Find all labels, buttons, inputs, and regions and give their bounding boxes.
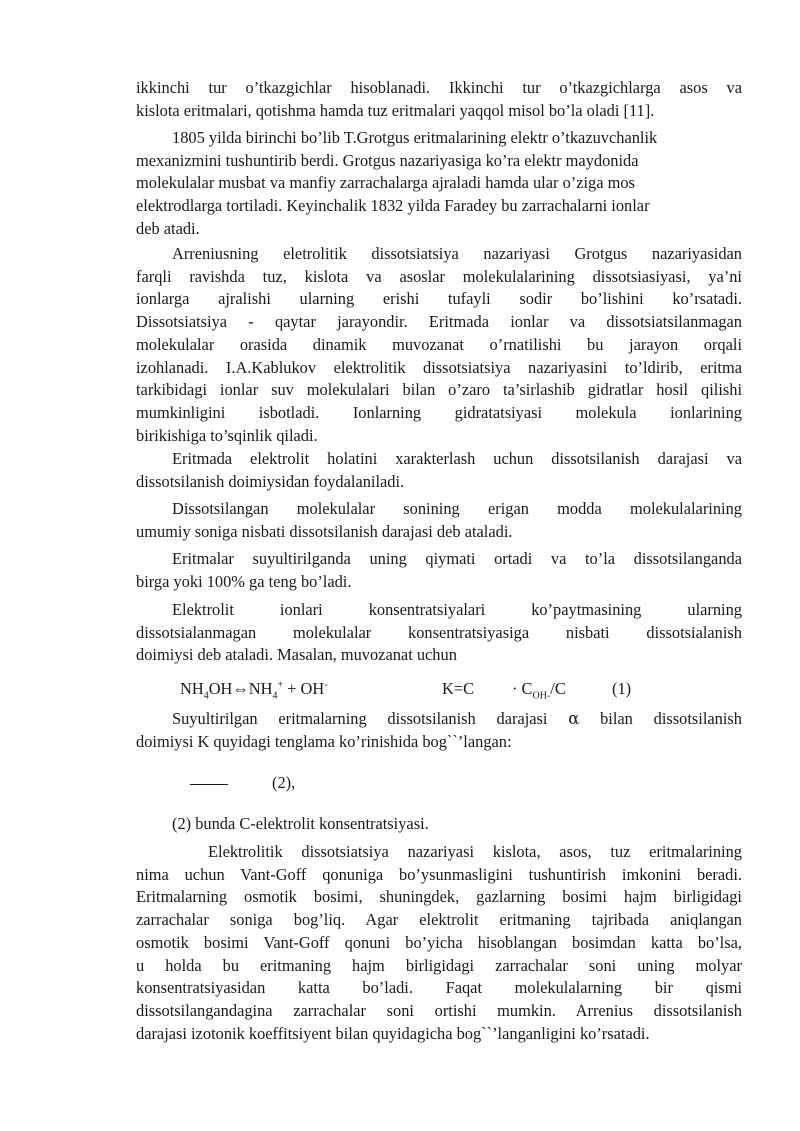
text-line: Dissotsiatsiya - qaytar jarayondir. Eritmada ionlar va dissotsiatsilanmagan [136, 312, 742, 332]
text-line: Dissotsilangan molekulalar sonining erigan modda molekulalarining [172, 499, 742, 518]
paragraph-grotgus [136, 127, 742, 241]
text-line: Eritmalar suyultirilganda uning qiymati ortadi va to’la dissotsilanganda [172, 549, 742, 568]
text-line: doimiysi deb ataladi. Masalan, muvozanat uchun [136, 645, 457, 665]
text-line: dissotsialanmagan molekulalar konsentratsiyasiga nisbati dissotsialanish [136, 622, 742, 642]
formula-superscript: + [277, 679, 284, 691]
text-line: 1805 yilda birinchi bo’lib T.Grotgus eritmalarining elektr o’tkazuvchanlik [172, 128, 658, 147]
text-line: mumkinligini isbotladi. Ionlarning gidratatsiyasi molekula ionlarining [136, 402, 742, 422]
formula-text: NH [180, 679, 204, 698]
text-line: dissotsilangandagina zarrachalar soni ortishi mumkin. Arrenius dissotsilanish [136, 1000, 742, 1020]
equation-constant-tail [512, 678, 566, 700]
text-line: konsentratsiyasidan katta bo’ladi. Faqat molekulalarning bir qismi [136, 978, 742, 998]
equation-ostwald [190, 772, 228, 794]
text-line: ionlarga ajralishi ularning erishi tufayli sodir bo’lishini ko’rsatadi. [136, 289, 742, 309]
text-line: u holda bu eritmaning hajm birligidagi zarrachalar soni uning molyar [136, 955, 742, 975]
text-line: elektrodlarga tortiladi. Keyinchalik 1832 yilda Faradey bu zarrachalarni ionlar [136, 196, 650, 216]
text-line: Suyultirilgan eritmalarning dissotsilanish darajasi α bilan dissotsilanish [172, 709, 742, 728]
text-line: izohlanadi. I.A.Kablukov elektrolitik dissotsiatsiya nazariyasini to’ldirib, eritma [136, 357, 742, 377]
paragraph-doimiysi [136, 599, 742, 667]
text-line: Arreniusning eletrolitik dissotsiatsiya nazariyasi Grotgus nazariyasidan [172, 244, 742, 263]
paragraph-elektrolit-holati [136, 448, 742, 493]
equation-dissociation [180, 678, 328, 700]
formula-subscript: 4 [272, 690, 278, 702]
formula-text: K=C [442, 679, 475, 698]
fraction-bar [190, 784, 228, 785]
text-line: dissotsilanish doimiysidan foydalaniladi. [136, 471, 405, 491]
paragraph-dissotsilanish-darajasi [136, 498, 742, 543]
text-line: molekulalar orasida dinamik muvozanat o’rnatilishi bu jarayon orqali [136, 334, 742, 354]
equation-number-1 [612, 678, 631, 700]
text-line: birga yoki 100% ga teng bo’ladi. [136, 571, 352, 591]
text-line: deb atadi. [136, 218, 200, 238]
text-line: molekulalar musbat va manfiy zarrachalarga ajraladi hamda ular o’ziga mos [136, 173, 635, 193]
paragraph-continuation [136, 77, 742, 122]
formula-text: /C [550, 679, 566, 698]
text-line: umumiy soniga nisbati dissotsilanish darajasi deb ataladi. [136, 521, 513, 541]
text-line: tarkibidagi ionlar suv molekulalari bilan o’zaro ta’sirlashib gidratlar hosil qilishi [136, 380, 742, 400]
equation-number: (2), [272, 773, 296, 792]
formula-text: · C [512, 679, 533, 698]
formula-subscript: 4 [203, 690, 209, 702]
text-line: darajasi izotonik koeffitsiyent bilan quyidagicha bog``’langanligini ko’rsatadi. [136, 1023, 650, 1043]
alpha-symbol: α [568, 709, 580, 728]
equation-number: (1) [612, 679, 632, 698]
text-line: doimiysi K quyidagi tenglama ko’rinishida bog``’langan: [136, 731, 512, 751]
paragraph-suyultirish [136, 548, 742, 593]
formula-text: + OH [283, 679, 325, 698]
equation-constant [442, 678, 474, 700]
formula-superscript: - [324, 679, 328, 691]
paragraph-concentration-note [172, 813, 742, 836]
text-line: Elektrolit ionlari konsentratsiyalari ko’paytmasining ularning [172, 600, 742, 619]
formula-text: OH⇔NH [208, 679, 273, 698]
text-line: nima uchun Vant-Goff qonuniga bo’ysunmasligini tushuntirish imkonini beradi. [136, 864, 742, 884]
paragraph-suyultirilgan [136, 708, 742, 753]
equation-number-2 [272, 772, 295, 794]
text-line: mexanizmini tushuntirib berdi. Grotgus nazariyasiga ko’ra elektr maydonida [136, 150, 639, 170]
text-line: farqli ravishda tuz, kislota va asoslar molekulalarining dissotsiasiyasi, ya’ni [136, 266, 742, 286]
paragraph-vant-goff [136, 841, 742, 1045]
text-line: birikishiga to’sqinlik qiladi. [136, 425, 318, 445]
text-line: osmotik bosimi Vant-Goff qonuni bo’yicha hisoblangan bosimdan katta bo’lsa, [136, 932, 742, 952]
text-line: zarrachalar soniga bog’liq. Agar elektrolit eritmaning tajribada aniqlangan [136, 910, 742, 930]
text-line: Elektrolitik dissotsiatsiya nazariyasi kislota, asos, tuz eritmalarining [208, 842, 742, 861]
text-line: Eritmalarning osmotik bosimi, shuningdek, gazlarning bosimi hajm birligidagi [136, 887, 742, 907]
text-line: kislota eritmalari, qotishma hamda tuz eritmalari yaqqol misol bo’la oladi [11]. [136, 100, 655, 120]
text-line: ikkinchi tur o’tkazgichlar hisoblanadi. Ikkinchi tur o’tkazgichlarga asos va [136, 78, 742, 97]
text-line: (2) bunda C-elektrolit konsentratsiyasi. [172, 814, 429, 833]
formula-subscript: OH- [532, 690, 551, 702]
text-line: Eritmada elektrolit holatini xarakterlash uchun dissotsilanish darajasi va [172, 449, 742, 468]
paragraph-arrenius [136, 243, 742, 447]
